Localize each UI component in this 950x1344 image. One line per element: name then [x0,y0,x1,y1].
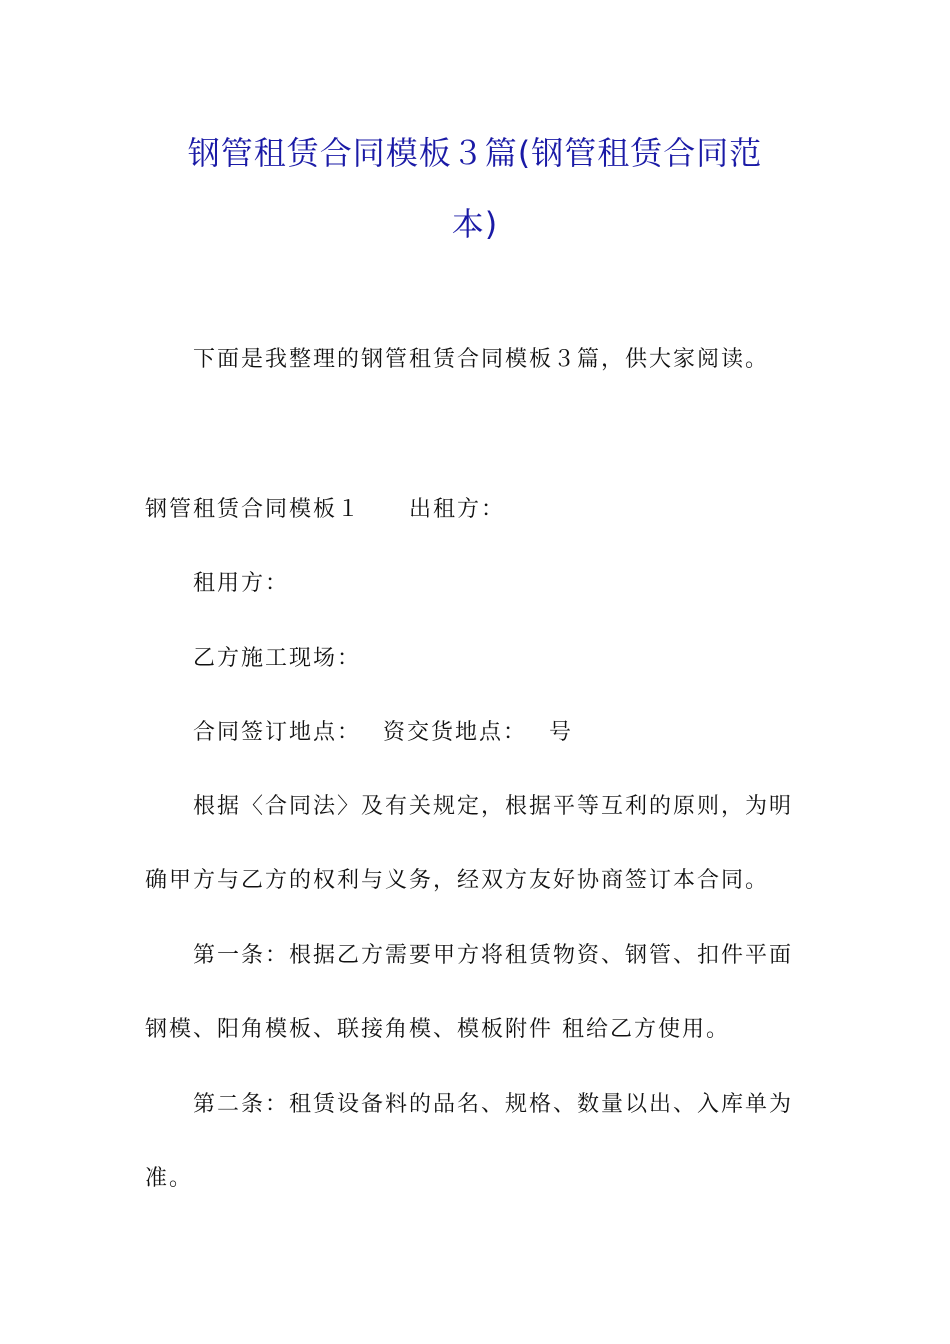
article1-line-2: 钢模、阳角模板、联接角模、模板附件 租给乙方使用。 [145,1017,730,1042]
delivery-label: 资交货地点： [383,720,528,745]
lessor-label: 出租方： [409,497,506,522]
section-heading-row [145,495,505,525]
article2-line-1: 第二条：租赁设备料的品名、规格、数量以出、入库单为 [193,1092,794,1117]
sign-place-row [193,718,573,748]
document-title-line-2: 本) [451,205,499,243]
para1-line-2: 确甲方与乙方的权利与义务，经双方友好协商签订本合同。 [145,868,770,893]
intro-paragraph: 下面是我整理的钢管租赁合同模板３篇，供大家阅读。 [193,347,770,372]
para1-line-1: 根据〈合同法〉及有关规定，根据平等互利的原则，为明 [193,794,794,819]
lessee-label: 租用方： [193,571,290,596]
section-heading: 钢管租赁合同模板１ [145,497,362,522]
article1-line-1: 第一条：根据乙方需要甲方将租赁物资、钢管、扣件平面 [193,943,794,968]
site-label: 乙方施工现场： [193,646,362,671]
article2-line-2: 准。 [145,1166,194,1191]
sign-place-label: 合同签订地点： [193,720,362,745]
number-label: 号 [549,720,574,745]
document-title-line-1: 钢管租赁合同模板３篇(钢管租赁合同范 [187,134,763,172]
